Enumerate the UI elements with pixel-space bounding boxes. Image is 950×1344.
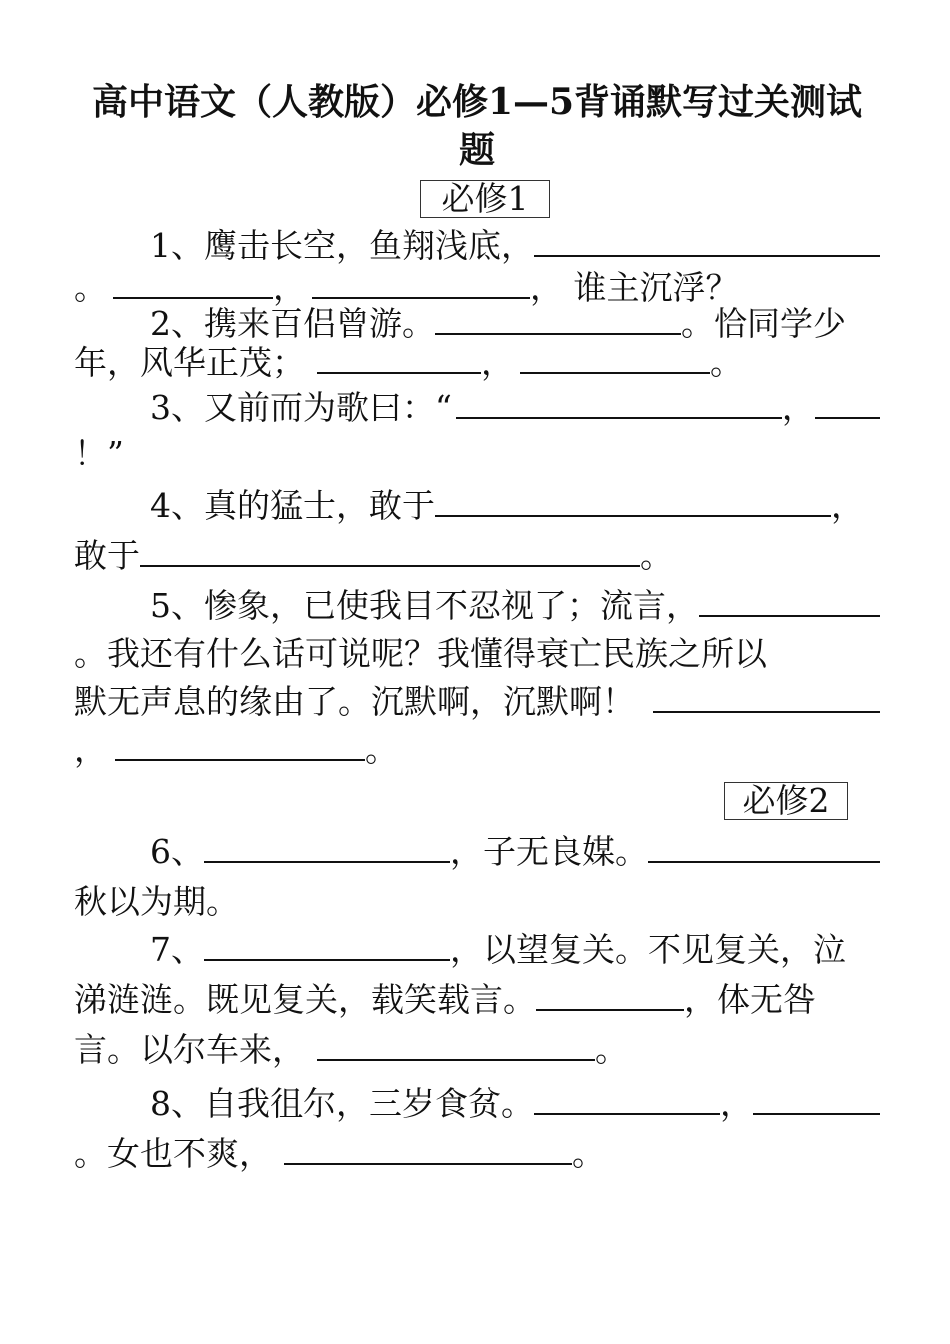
question-8-text-d: 。 <box>572 1134 605 1173</box>
question-3-text-c: ！” <box>74 434 124 473</box>
question-3-text-a: 3、又前而为歌曰：“ <box>150 388 452 427</box>
question-4-line2 <box>74 534 880 578</box>
question-5-text-a: 5、惨象，已使我目不忍视了；流言， <box>150 586 699 625</box>
question-5-line2 <box>74 632 880 676</box>
question-4-text-d: 。 <box>640 536 673 575</box>
answer-blank[interactable] <box>204 831 450 863</box>
question-4-line1 <box>150 484 880 528</box>
question-5-line4 <box>74 728 880 772</box>
answer-blank[interactable] <box>204 929 450 961</box>
answer-blank[interactable] <box>653 681 880 713</box>
question-7-text-b: ，以望复关。不见复关，泣 <box>450 930 846 969</box>
question-1-text-d: ， 谁主沉浮？ <box>530 268 739 307</box>
question-6-text-a: 6、 <box>150 832 204 871</box>
answer-blank[interactable] <box>317 342 481 374</box>
answer-blank[interactable] <box>520 342 710 374</box>
question-5-text-c: 默无声息的缘由了。沉默啊，沉默啊！ <box>74 682 635 721</box>
question-7-text-d: ，体无咎 <box>684 980 816 1019</box>
answer-blank[interactable] <box>534 1083 720 1115</box>
question-3-line1 <box>150 386 880 430</box>
question-8-text-a: 8、自我徂尔，三岁食贫。 <box>150 1084 534 1123</box>
question-5-text-b: 。我还有什么话可说呢？我懂得衰亡民族之所以 <box>74 634 767 673</box>
question-8-text-b: ， <box>720 1084 753 1123</box>
answer-blank[interactable] <box>115 729 365 761</box>
answer-blank[interactable] <box>753 1083 880 1115</box>
question-6-text-c: 秋以为期。 <box>74 882 239 921</box>
question-4-text-c: 敢于 <box>74 536 140 575</box>
question-7-line1 <box>150 928 880 972</box>
question-5-text-e: 。 <box>365 730 398 769</box>
question-4-text-b: ， <box>831 486 864 525</box>
question-2-text-a: 2、携来百侣曾游。 <box>150 304 435 343</box>
question-8-line1 <box>150 1082 880 1126</box>
question-3-line2 <box>74 432 880 476</box>
question-2-line1 <box>150 302 880 346</box>
question-5-text-d: ， <box>74 730 107 769</box>
question-2-line2 <box>74 341 880 385</box>
answer-blank[interactable] <box>648 831 880 863</box>
question-1-text-a: 1、鹰击长空，鱼翔浅底， <box>150 226 534 265</box>
answer-blank[interactable] <box>284 1133 572 1165</box>
question-4-text-a: 4、真的猛士，敢于 <box>150 486 435 525</box>
question-2-text-c: 年，风华正茂； <box>74 343 305 382</box>
question-7-text-a: 7、 <box>150 930 204 969</box>
question-6-text-b: ，子无良媒。 <box>450 832 648 871</box>
question-2-text-e: 。 <box>710 343 743 382</box>
answer-blank[interactable] <box>312 267 530 299</box>
document-title-line1: 高中语文（人教版）必修1—5背诵默写过关测试 <box>91 81 863 123</box>
question-2-text-d: ， <box>481 343 514 382</box>
question-7-line2 <box>74 978 880 1022</box>
answer-blank[interactable] <box>435 303 681 335</box>
section-heading-bixiu1: 必修1 <box>420 180 550 218</box>
answer-blank[interactable] <box>113 267 273 299</box>
question-6-line2 <box>74 880 880 924</box>
answer-blank[interactable] <box>435 485 831 517</box>
answer-blank[interactable] <box>699 585 880 617</box>
answer-blank[interactable] <box>140 535 640 567</box>
question-8-text-c: 。女也不爽， <box>74 1134 272 1173</box>
question-7-text-e: 言。以尔车来， <box>74 1030 305 1069</box>
question-5-line3 <box>74 680 880 724</box>
document-title-line2: 题 <box>458 129 495 171</box>
answer-blank[interactable] <box>456 387 782 419</box>
question-3-text-b: ， <box>781 388 815 427</box>
answer-blank[interactable] <box>317 1029 595 1061</box>
question-2-text-b: 。恰同学少 <box>681 304 846 343</box>
question-7-line3 <box>74 1028 880 1072</box>
question-5-line1 <box>150 584 880 628</box>
question-7-text-f: 。 <box>595 1030 628 1069</box>
section-heading-bixiu2: 必修2 <box>724 782 848 820</box>
answer-blank[interactable] <box>815 387 880 419</box>
answer-blank[interactable] <box>536 979 684 1011</box>
question-1-text-c: ， <box>273 268 306 307</box>
answer-blank[interactable] <box>534 225 880 257</box>
question-6-line1 <box>150 830 880 874</box>
question-1-line1 <box>150 224 880 268</box>
question-1-text-b: 。 <box>74 268 107 307</box>
question-7-text-c: 涕涟涟。既见复关，载笑载言。 <box>74 980 536 1019</box>
question-8-line2 <box>74 1132 880 1176</box>
